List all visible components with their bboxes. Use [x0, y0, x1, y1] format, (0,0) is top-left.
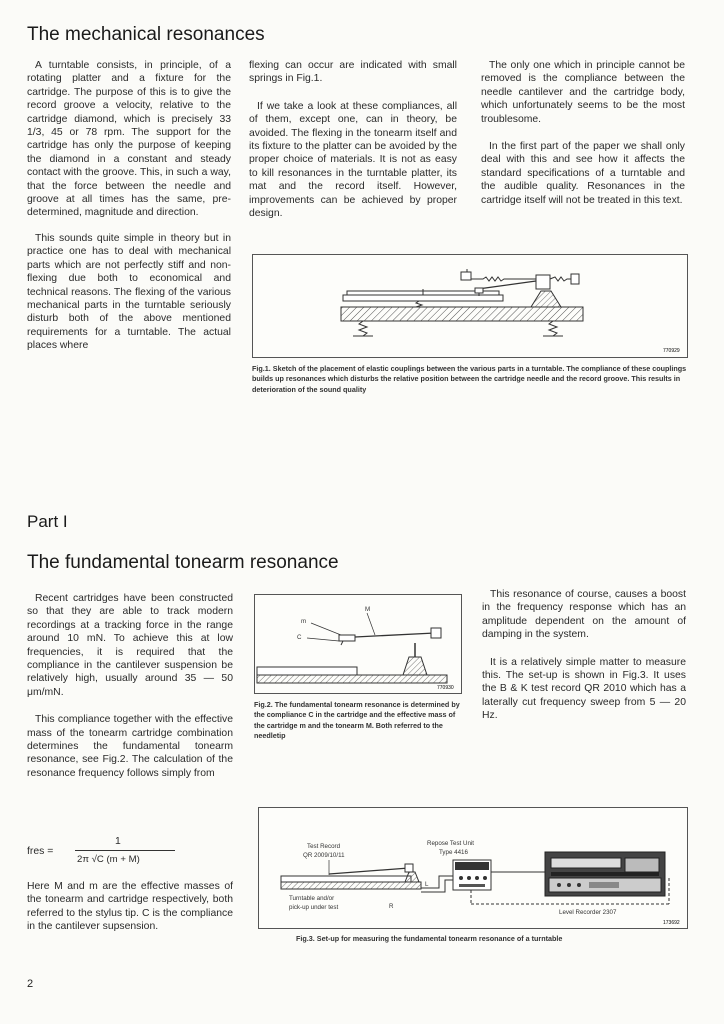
part-heading: Part I — [27, 512, 68, 531]
paragraph: Here M and m are the effective masses of the tonearm and cartridge respectively, both referred to the stylus tip. C is the compliance in the cantilever supsension. — [27, 881, 233, 933]
figure-2-caption — [254, 700, 464, 741]
figure-3-measurement-setup — [258, 807, 688, 929]
label-pickup: pick-up under test — [289, 904, 339, 911]
paragraph: In the first part of the paper we shall only deal with this and see how it affects the standard specifications of a turntable and the audible quality. Resonances in the cartridge itself will not be treated in this text. — [481, 141, 685, 206]
figure-1-turntable-sketch — [252, 254, 688, 358]
paragraph: A turntable consists, in principle, of a rotating platter and a fixture for the cartridge. The purpose of this is to give the record groove a velocity, relative to the cartridge diamond, which is precisely 33 1/3, 45 or 78 rpm. The support for the cartridge has only the purpose of keeping the diamond in a constant and steady contact with the groove. This, in such a way, that the force between the needle and groove at all times has the same, pre-determined, magnitude and direction. — [27, 60, 231, 219]
label-test-record-number: QR 2009/10/11 — [303, 852, 345, 859]
section2-column-3 — [482, 588, 686, 735]
label-right-channel: R — [389, 903, 394, 910]
paragraph: This resonance of course, causes a boost in the frequency response which has an amplitude dependent on the amount of damping in the system. — [482, 589, 686, 641]
label-turntable: Turntable and/or — [289, 895, 335, 902]
resonance-formula — [27, 836, 233, 872]
figure-1-caption — [252, 364, 688, 395]
label-level-recorder: Level Recorder 2307 — [559, 909, 617, 916]
paragraph: flexing can occur are indicated with small springs in Fig.1. — [249, 60, 457, 85]
section2-column-1 — [27, 592, 233, 792]
paragraph: The only one which in principle cannot be removed is the compliance between the needle cantilever and the cartridge body, which unfortunately seems to be the most troublesome. — [481, 60, 685, 125]
label-left-channel: L — [425, 881, 429, 888]
figure-label: Fig.2. — [254, 700, 273, 709]
section-title-mechanical-resonances: The mechanical resonances — [27, 24, 265, 45]
page-number: 2 — [27, 978, 34, 990]
caption-text: Sketch of the placement of elastic couplings between the various parts in a turntable. The compliance of these couplings builds up resonances which disturbs the relative position between the cartridge needle and the record groove. This results in deterioration of the sound quality — [252, 364, 687, 394]
caption-text: The fundamental tonearm resonance is determined by the compliance C in the cartridge and the effective mass of the cartridge m and the tonearm M. Both referred to the needletip — [254, 700, 460, 740]
paragraph: It is a relatively simple matter to measure this. The set-up is shown in Fig.3. It uses the B & K test record QR 2010 which has a laterally cut frequency sweep from 5 — 20 Hz. — [482, 656, 686, 722]
figure-label: Fig.3. — [296, 934, 315, 943]
label-test-record: Test Record — [307, 843, 341, 850]
figure-2-tonearm-sketch — [254, 594, 462, 694]
caption-text: Set-up for measuring the fundamental tonearm resonance of a turntable — [316, 934, 563, 943]
fraction-bar — [75, 850, 175, 851]
label-repose-unit: Repose Test Unit — [427, 840, 475, 847]
formula-lhs: fres = — [27, 846, 54, 857]
label-M: M — [365, 606, 371, 613]
label-repose-type: Type 4416 — [439, 849, 468, 856]
figure-number: 770929 — [663, 348, 680, 354]
paragraph: This sounds quite simple in theory but in practice one has to deal with mechanical parts which are not perfectly stiff and non-flexing due both to economical and technical reasons. The flexing of the various mechanical parts in the turntable seriously disturb both of the above mentioned requirements for a turntable. The actual places where — [27, 232, 231, 352]
figure-label: Fig.1. — [252, 364, 271, 373]
tonearm-resonance-drawing — [255, 595, 461, 693]
paragraph: If we take a look at these compliances, all of them, except one, can in theory, be avoided. The flexing in the tonearm itself and its fixture to the platter can be avoided by the proper choice of materials. It is not as easy to kill resonances in the turntable platter, its mat and the record itself. However, improvements can be achieved by proper design. — [249, 100, 457, 220]
figure-number: 770930 — [437, 685, 454, 691]
formula-numerator: 1 — [115, 836, 121, 847]
label-m: m — [301, 618, 307, 625]
turntable-couplings-drawing — [253, 255, 687, 357]
section1-column-1 — [27, 59, 231, 365]
section2-column-1-cont — [27, 880, 233, 946]
figure-number: 173692 — [663, 920, 680, 926]
section-title-fundamental-resonance: The fundamental tonearm resonance — [27, 552, 339, 573]
paragraph: Recent cartridges have been constructed so that they are able to track modern recordings at a tracking force in the range around 10 mN. To achieve this at low frequencies, it is required that the compliance in the cantilever suspension be relatively high, usually around 35 — 50 μm/mN. — [27, 593, 233, 698]
figure-3-caption — [296, 934, 690, 944]
label-c: C — [297, 634, 302, 641]
section1-column-2 — [249, 59, 457, 232]
formula-denominator: 2π √C (m + M) — [77, 854, 140, 865]
section1-column-3 — [481, 59, 685, 219]
paragraph: This compliance together with the effective mass of the tonearm cartridge combination determines the fundamental tonearm resonance, see Fig.2. The calculation of the resonance frequency follows simply from — [27, 714, 233, 779]
setup-drawing — [259, 808, 687, 928]
